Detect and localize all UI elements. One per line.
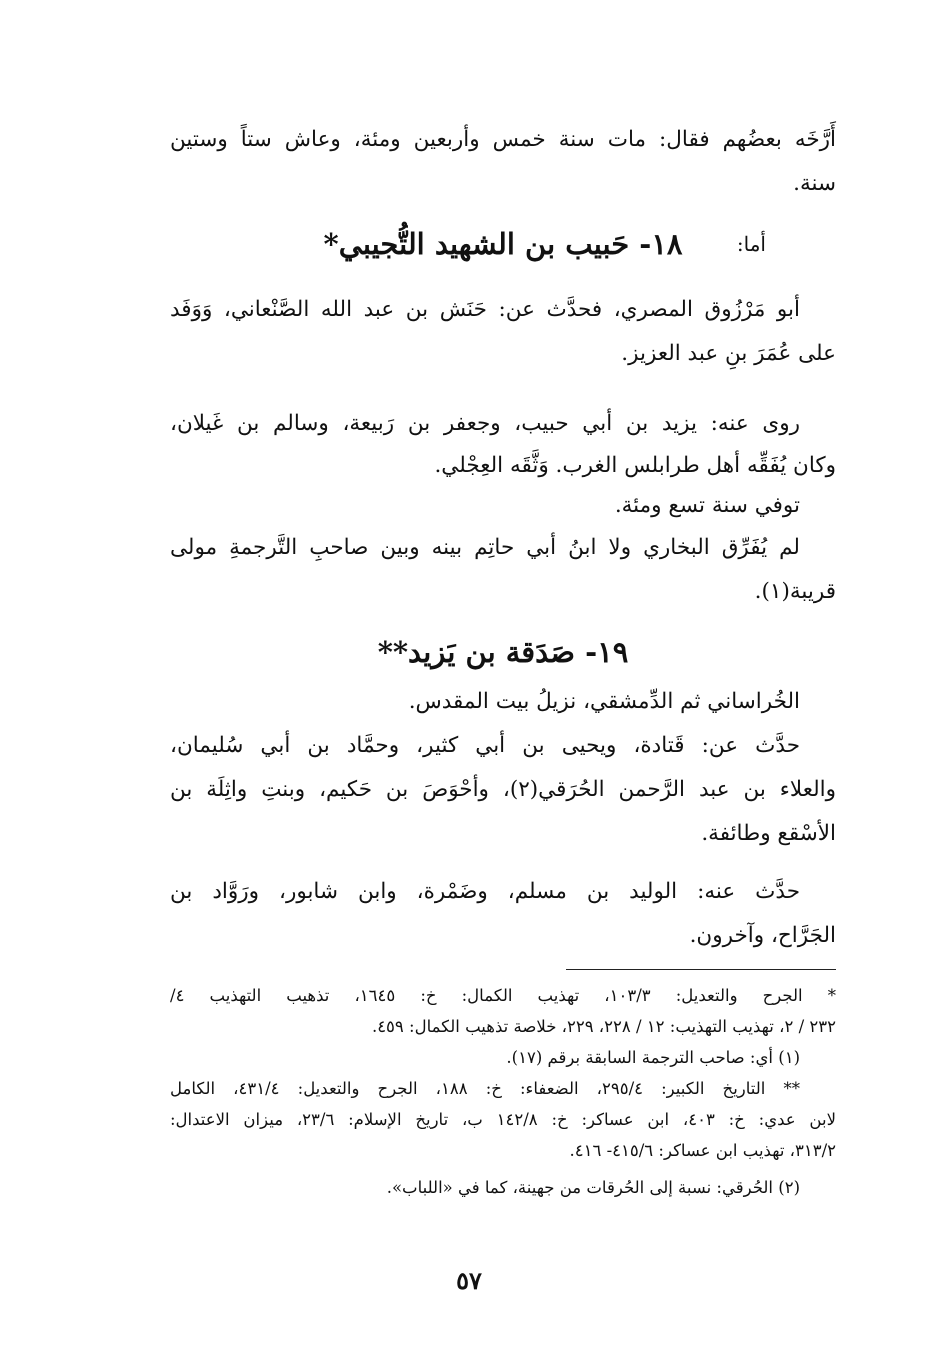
text-line: سنة. xyxy=(793,171,836,196)
entry-18-heading: ١٨- حَبيب بن الشهيد التُّجيبي* xyxy=(323,227,683,261)
entry-19-paragraph-1 xyxy=(170,680,836,856)
text-line: الجَرَّاح، وآخرون. xyxy=(689,923,836,948)
footnote-line: (١) أي: صاحب الترجمة السابقة برقم (١٧). xyxy=(506,1048,800,1067)
text-line: الخُراساني ثم الدِّمشقي، نزيلُ بيت المقدس. xyxy=(408,689,800,714)
text-line: أبو مَرْزُوق المصري، فحدَّث عن: حَنَش بن عبد الله الصَّنْعاني، وَوَفَد xyxy=(170,297,800,322)
side-note: أما: xyxy=(736,232,766,256)
text-line: قريبة(١). xyxy=(754,579,836,604)
text-line: لم يُفَرِّق البخاري ولا ابنُ أبي حاتِم بينه وبين صاحبِ التَّرجمةِ مولى xyxy=(170,535,800,560)
text-line: توفي سنة تسع ومئة. xyxy=(614,493,800,518)
footnote-line: ٣١٣/٢، تهذيب ابن عساكر: ٤١٥/٦- ٤١٦. xyxy=(569,1141,836,1160)
entry-19-paragraph-2 xyxy=(170,870,836,958)
entry-19-heading: ١٩- صَدَقة بن يَزيد** xyxy=(377,635,629,669)
page-number: ٥٧ xyxy=(456,1266,482,1295)
footnote-line: ٢٣٢ / ٢، تهذيب التهذيب: ١٢ / ٢٢٨، ٢٢٩، خلاصة تذهيب الكمال: ٤٥٩. xyxy=(371,1017,836,1036)
footnote-separator xyxy=(566,969,836,970)
text-line: وكان يُفَقِّه أهل طرابلس الغرب. وَثَّقَه العِجْلي. xyxy=(434,453,836,478)
text-line: روى عنه: يزيد بن أبي حبيب، وجعفر بن رَبيعة، وسالم بن غَيلان، xyxy=(170,411,800,436)
footnote-line: * الجرح والتعديل: ١٠٣/٣، تهذيب الكمال: خ: ١٦٤٥، تذهيب التهذيب ٤/ xyxy=(170,986,836,1005)
text-line: حدَّث عن: قَتادة، ويحيى بن أبي كثير، وحمَّاد بن أبي سُليمان، xyxy=(170,733,800,758)
intro-paragraph xyxy=(170,118,836,206)
footnote-line: (٢) الحُرقي: نسبة إلى الحُرقات من جهينة، كما في «اللباب». xyxy=(386,1178,800,1197)
text-line: الأسْقع وطائفة. xyxy=(701,821,836,846)
entry-18-paragraph-2 xyxy=(170,402,836,614)
footnote-line: لابن عدي: خ: ٤٠٣، ابن عساكر: خ: ١٤٢/٨ ب، تاريخ الإسلام: ٢٣/٦، ميزان الاعتدال: xyxy=(170,1110,836,1129)
footnotes xyxy=(170,980,836,1203)
text-line: على عُمَرَ بنِ عبد العزيز. xyxy=(621,341,836,366)
footnote-line: ** التاريخ الكبير: ٢٩٥/٤، الضعفاء: خ: ١٨٨، الجرح والتعديل: ٤٣١/٤، الكامل xyxy=(170,1079,800,1098)
text-line: أَرَّخَه بعضُهم فقال: مات سنة خمس وأربعين ومئة، وعاش ستاً وستين xyxy=(170,127,836,152)
text-line: والعلاء بن عبد الرَّحمن الحُرَقي(٢)، وأحْوَصَ بن حَكيم، وبنتِ واثِلَة بن xyxy=(170,777,836,802)
entry-18-paragraph-1 xyxy=(170,288,836,376)
text-line: حدَّث عنه: الوليد بن مسلم، وضَمْرة، وابن شابور، ورَوَّاد بن xyxy=(170,879,800,904)
